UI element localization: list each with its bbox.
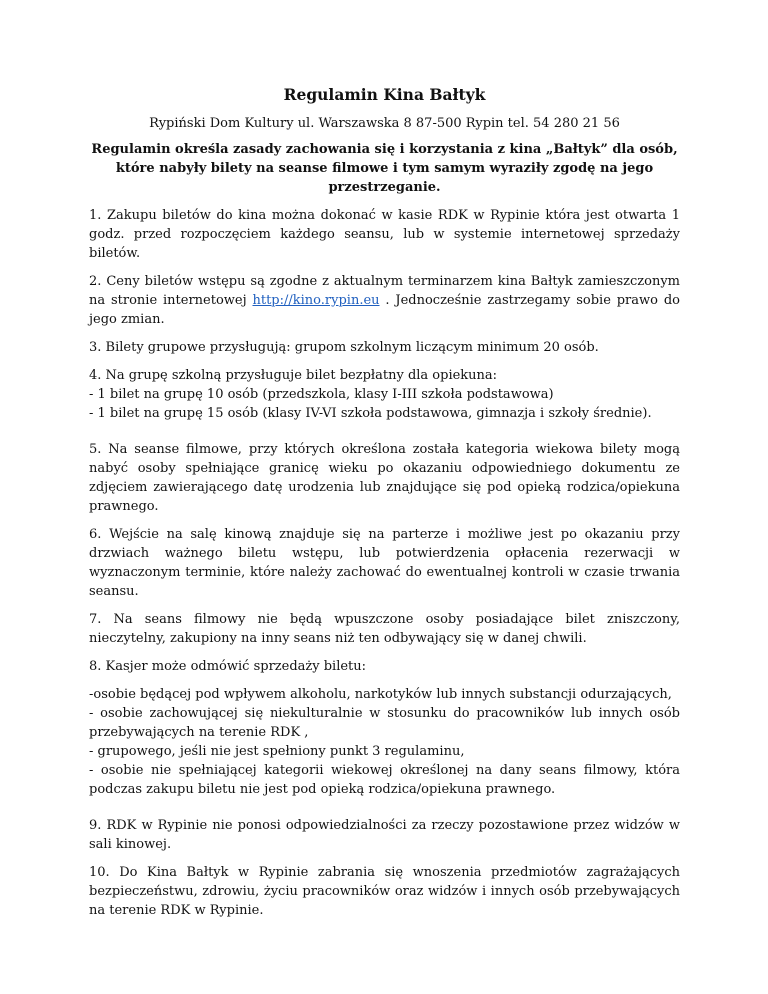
rule-4-line: - 1 bilet na grupę 15 osób (klasy IV-VI szkoła podstawowa, gimnazja i szkoły średnie). — [89, 406, 652, 421]
rule-5: 5. Na seanse filmowe, przy których określona została kategoria wiekowa bilety mogą nabyć osoby spełniające granicę wieku po okazaniu odpowiedniego dokumentu ze zdjęciem zawierającego datę urodzenia lub znajdujące się pod opieką rodzica/opiekuna prawnego. — [89, 442, 680, 514]
rule-7: 7. Na seans filmowy nie będą wpuszczone osoby posiadające bilet zniszczony, nieczytelny, zakupiony na inny seans niż ten odbywający się w danej chwili. — [89, 612, 680, 646]
rule-4 — [89, 366, 680, 423]
rule-8-item: - grupowego, jeśli nie jest spełniony punkt 3 regulaminu, — [89, 744, 465, 759]
rule-8-list — [89, 685, 680, 799]
rule-8-item: - osobie nie spełniającej kategorii wiekowej określonej na dany seans filmowy, która podczas zakupu biletu nie jest pod opieką rodzica/opiekuna prawnego. — [89, 763, 680, 797]
rule-8-item: -osobie będącej pod wpływem alkoholu, narkotyków lub innych substancji odurzających, — [89, 687, 672, 702]
intro-paragraph: Regulamin określa zasady zachowania się i korzystania z kina „Bałtyk” dla osób, które nabyły bilety na seanse filmowe i tym samym wyraziły zgodę na jego przestrzeganie. — [91, 142, 678, 195]
website-link[interactable]: http://kino.rypin.eu — [252, 293, 380, 308]
rule-4-line: - 1 bilet na grupę 10 osób (przedszkola, klasy I-III szkoła podstawowa) — [89, 387, 554, 402]
rule-10: 10. Do Kina Bałtyk w Rypinie zabrania się wnoszenia przedmiotów zagrażających bezpieczeństwu, zdrowiu, życiu pracowników oraz widzów i innych osób przebywających na terenie RDK w Rypinie. — [89, 865, 680, 918]
rule-9: 9. RDK w Rypinie nie ponosi odpowiedzialności za rzeczy pozostawione przez widzów w sali kinowej. — [89, 818, 680, 852]
rule-1: 1. Zakupu biletów do kina można dokonać w kasie RDK w Rypinie która jest otwarta 1 godz. przed rozpoczęciem każdego seansu, lub w systemie internetowej sprzedaży biletów. — [89, 208, 680, 261]
rule-8-heading: 8. Kasjer może odmówić sprzedaży biletu: — [89, 659, 367, 674]
rule-2 — [89, 272, 680, 329]
rule-4-line: 4. Na grupę szkolną przysługuje bilet bezpłatny dla opiekuna: — [89, 368, 498, 383]
rule-2-text-b: . Jednocześnie zastrzegamy sobie prawo do jego zmian. — [89, 293, 680, 327]
document-page — [89, 84, 680, 929]
rule-6: 6. Wejście na salę kinową znajduje się na parterze i możliwe jest po okazaniu przy drzwiach ważnego biletu wstępu, lub potwierdzenia opłacenia rezerwacji w wyznaczonym terminie, które należy zachować do ewentualnej kontroli w czasie trwania seansu. — [89, 527, 680, 599]
rule-3: 3. Bilety grupowe przysługują: grupom szkolnym liczącym minimum 20 osób. — [89, 340, 599, 355]
rule-8-item: - osobie zachowującej się niekulturalnie w stosunku do pracowników lub innych osób przebywających na terenie RDK , — [89, 706, 680, 740]
rule-2-text-a: 2. Ceny biletów wstępu są zgodne z aktualnym terminarzem kina Bałtyk zamieszczonym na stronie internetowej — [89, 274, 680, 308]
document-title: Regulamin Kina Bałtyk — [283, 85, 486, 104]
document-subtitle: Rypiński Dom Kultury ul. Warszawska 8 87-500 Rypin tel. 54 280 21 56 — [149, 116, 620, 131]
